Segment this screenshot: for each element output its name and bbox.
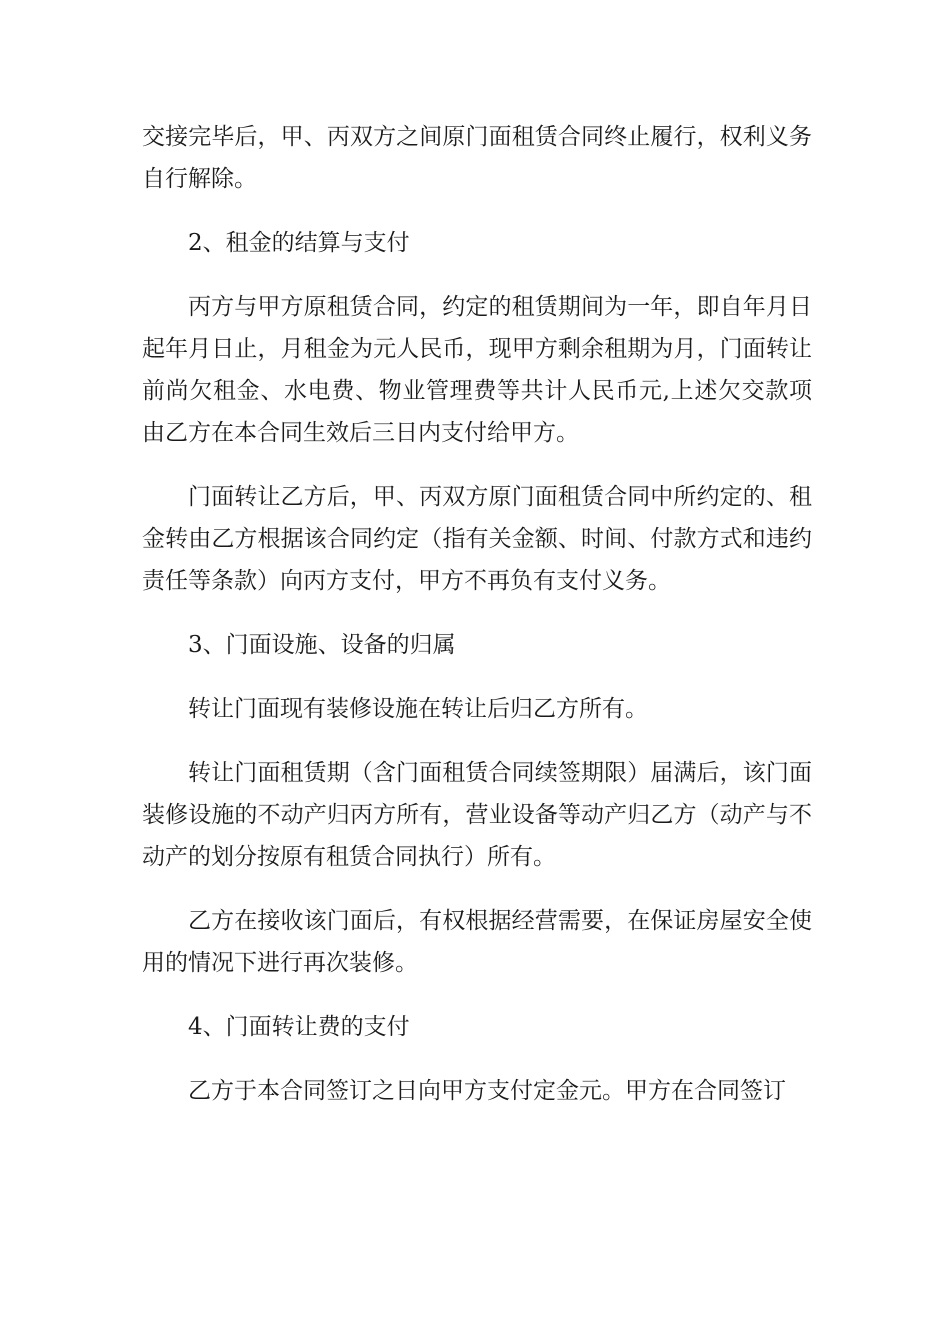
document-body [142, 116, 812, 1134]
paragraph-continuation: 交接完毕后，甲、丙双方之间原门面租赁合同终止履行，权利义务自行解除。 [142, 124, 812, 192]
paragraph-lease-expiry: 转让门面租赁期（含门面租赁合同续签期限）届满后，该门面装修设施的不动产归丙方所有，营业设备等动产归乙方（动产与不动产的划分按原有租赁合同执行）所有。 [142, 760, 812, 870]
paragraph-deposit: 乙方于本合同签订之日向甲方支付定金元。甲方在合同签订 [188, 1078, 786, 1104]
section-heading-facilities: 3、门面设施、设备的归属 [188, 632, 456, 658]
paragraph-renovation: 乙方在接收该门面后，有权根据经营需要，在保证房屋安全使用的情况下进行再次装修。 [142, 908, 812, 976]
section-heading-rent-settlement: 2、租金的结算与支付 [188, 230, 410, 256]
paragraph-rent-transfer: 门面转让乙方后，甲、丙双方原门面租赁合同中所约定的、租金转由乙方根据该合同约定（指有关金额、时间、付款方式和违约责任等条款）向丙方支付，甲方不再负有支付义务。 [142, 484, 812, 594]
paragraph-facilities-ownership: 转让门面现有装修设施在转让后归乙方所有。 [188, 696, 648, 722]
paragraph-rent-terms: 丙方与甲方原租赁合同，约定的租赁期间为一年，即自年月日起年月日止，月租金为元人民币，现甲方剩余租期为月，门面转让前尚欠租金、水电费、物业管理费等共计人民币元,上述欠交款项由乙方在本合同生效后三日内支付给甲方。 [142, 294, 812, 446]
section-heading-transfer-fee: 4、门面转让费的支付 [188, 1014, 410, 1040]
